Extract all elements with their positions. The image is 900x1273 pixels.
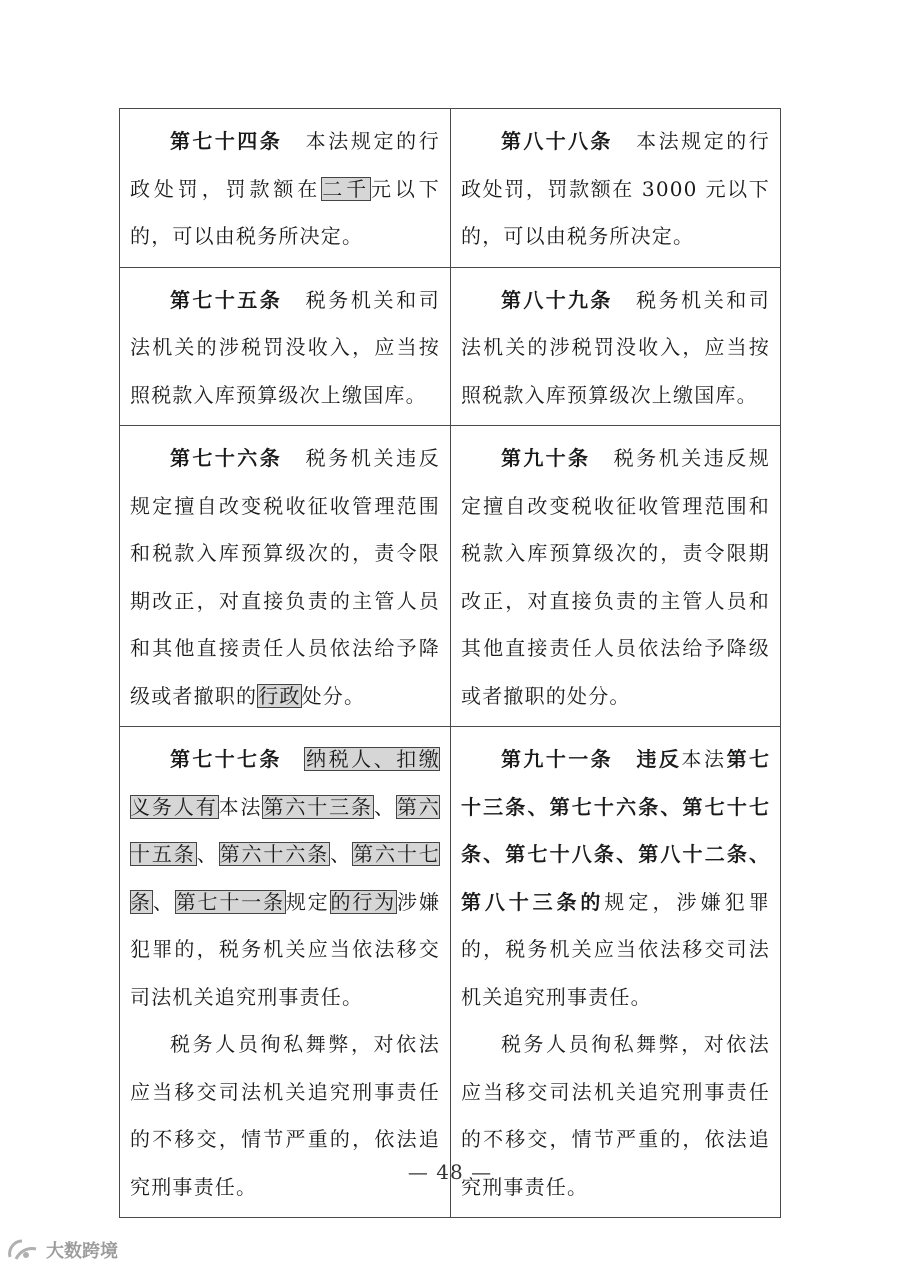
article-paragraph (130, 118, 440, 261)
highlighted-text: 第七十一条 (175, 889, 285, 914)
revised-article-cell (451, 267, 781, 426)
table-row (120, 426, 781, 727)
watermark (6, 1236, 118, 1264)
comparison-table (119, 108, 781, 1218)
page-number: — 48 — (407, 1160, 493, 1184)
highlighted-text: 的行为 (330, 889, 397, 914)
article-text: 、 (196, 842, 219, 866)
original-article-cell (120, 727, 451, 1218)
article-number: 第八十八条 (501, 129, 613, 153)
original-article-cell (120, 267, 451, 426)
article-text: 本法规定的行政处罚，罚款额在 3000 元以下的，可以由税务所决定。 (461, 129, 771, 248)
article-text: 税务机关违反规定擅自改变税收征收管理范围和税款入库预算级次的，责令限期改正，对直接负责的主管人员和其他直接责任人员依法给予降级或者撤职的处分。 (461, 446, 770, 708)
article-text: 本法 (681, 747, 727, 771)
article-text: 规定 (285, 889, 330, 914)
article-paragraph (461, 736, 770, 1021)
highlighted-text: 行政 (258, 683, 301, 708)
article-number: 第九十一条 (501, 747, 614, 771)
table-row (120, 267, 781, 426)
article-text: 处分。 (301, 683, 366, 708)
article-text: 元以下的，可以由税务所决定。 (130, 176, 440, 248)
article-paragraph (461, 435, 770, 720)
article-text: 税务人员徇私舞弊，对依法应当移交司法机关追究刑事责任的不移交，情节严重的，依法追究刑事责任。 (461, 1032, 770, 1199)
watermark-text: 大数跨境 (46, 1241, 118, 1262)
article-text: 涉嫌犯罪的，税务机关应当依法移交司法机关追究刑事责任。 (130, 889, 441, 1009)
article-text: 税务机关违反规定擅自改变税收征收管理范围和税款入库预算级次的，责令限期改正，对直接负责的主管人员和其他直接责任人员依法给予降级或者撤职的 (130, 446, 441, 708)
article-paragraph (130, 435, 440, 720)
article-paragraph (130, 736, 440, 1021)
article-text: 税务机关和司法机关的涉税罚没收入，应当按照税款入库预算级次上缴国库。 (130, 287, 441, 407)
highlighted-text: 第六十三条 (263, 794, 373, 819)
article-number: 第七十五条 (170, 287, 283, 312)
highlighted-text: 第六十七条 (130, 842, 440, 914)
article-number: 第七十六条 (170, 446, 283, 470)
article-paragraph (461, 118, 770, 261)
article-text: 税务机关和司法机关的涉税罚没收入，应当按照税款入库预算级次上缴国库。 (461, 287, 771, 407)
original-article-cell (120, 426, 451, 727)
article-number: 第九十条 (501, 446, 591, 470)
article-text: 税务人员徇私舞弊，对依法应当移交司法机关追究刑事责任的不移交，情节严重的，依法追究刑事责任。 (130, 1032, 440, 1199)
revised-article-cell (451, 109, 781, 268)
original-article-cell (120, 109, 451, 268)
highlighted-text: 纳税人、扣缴义务人有 (130, 747, 441, 819)
article-number: 第七十三条、第七十六条、第七十七条、第七十八条、第八十二条、第八十三条的 (461, 747, 771, 914)
article-number: 第八十九条 (501, 287, 613, 312)
article-paragraph (461, 277, 770, 420)
highlighted-text: 二千 (322, 176, 370, 201)
highlighted-text: 第六十五条 (130, 794, 440, 866)
brand-logo-icon (6, 1237, 40, 1263)
article-number: 第七十四条 (170, 129, 283, 153)
article-number: 第七十七条 (170, 747, 282, 771)
revised-article-cell (451, 727, 781, 1218)
article-text: 规定，涉嫌犯罪的，税务机关应当依法移交司法机关追究刑事责任。 (461, 889, 770, 1009)
article-paragraph (130, 277, 440, 420)
article-text: 、 (373, 794, 396, 819)
revised-article-cell (451, 426, 781, 727)
table-row (120, 727, 781, 1218)
highlighted-text: 第六十六条 (219, 842, 330, 866)
article-text: 本法规定的行政处罚，罚款额在 (130, 129, 441, 201)
article-number: 违反 (635, 747, 682, 771)
table-row (120, 109, 781, 268)
article-text: 、 (152, 889, 175, 914)
article-text: 本法 (218, 794, 263, 819)
article-text: 、 (330, 842, 353, 866)
